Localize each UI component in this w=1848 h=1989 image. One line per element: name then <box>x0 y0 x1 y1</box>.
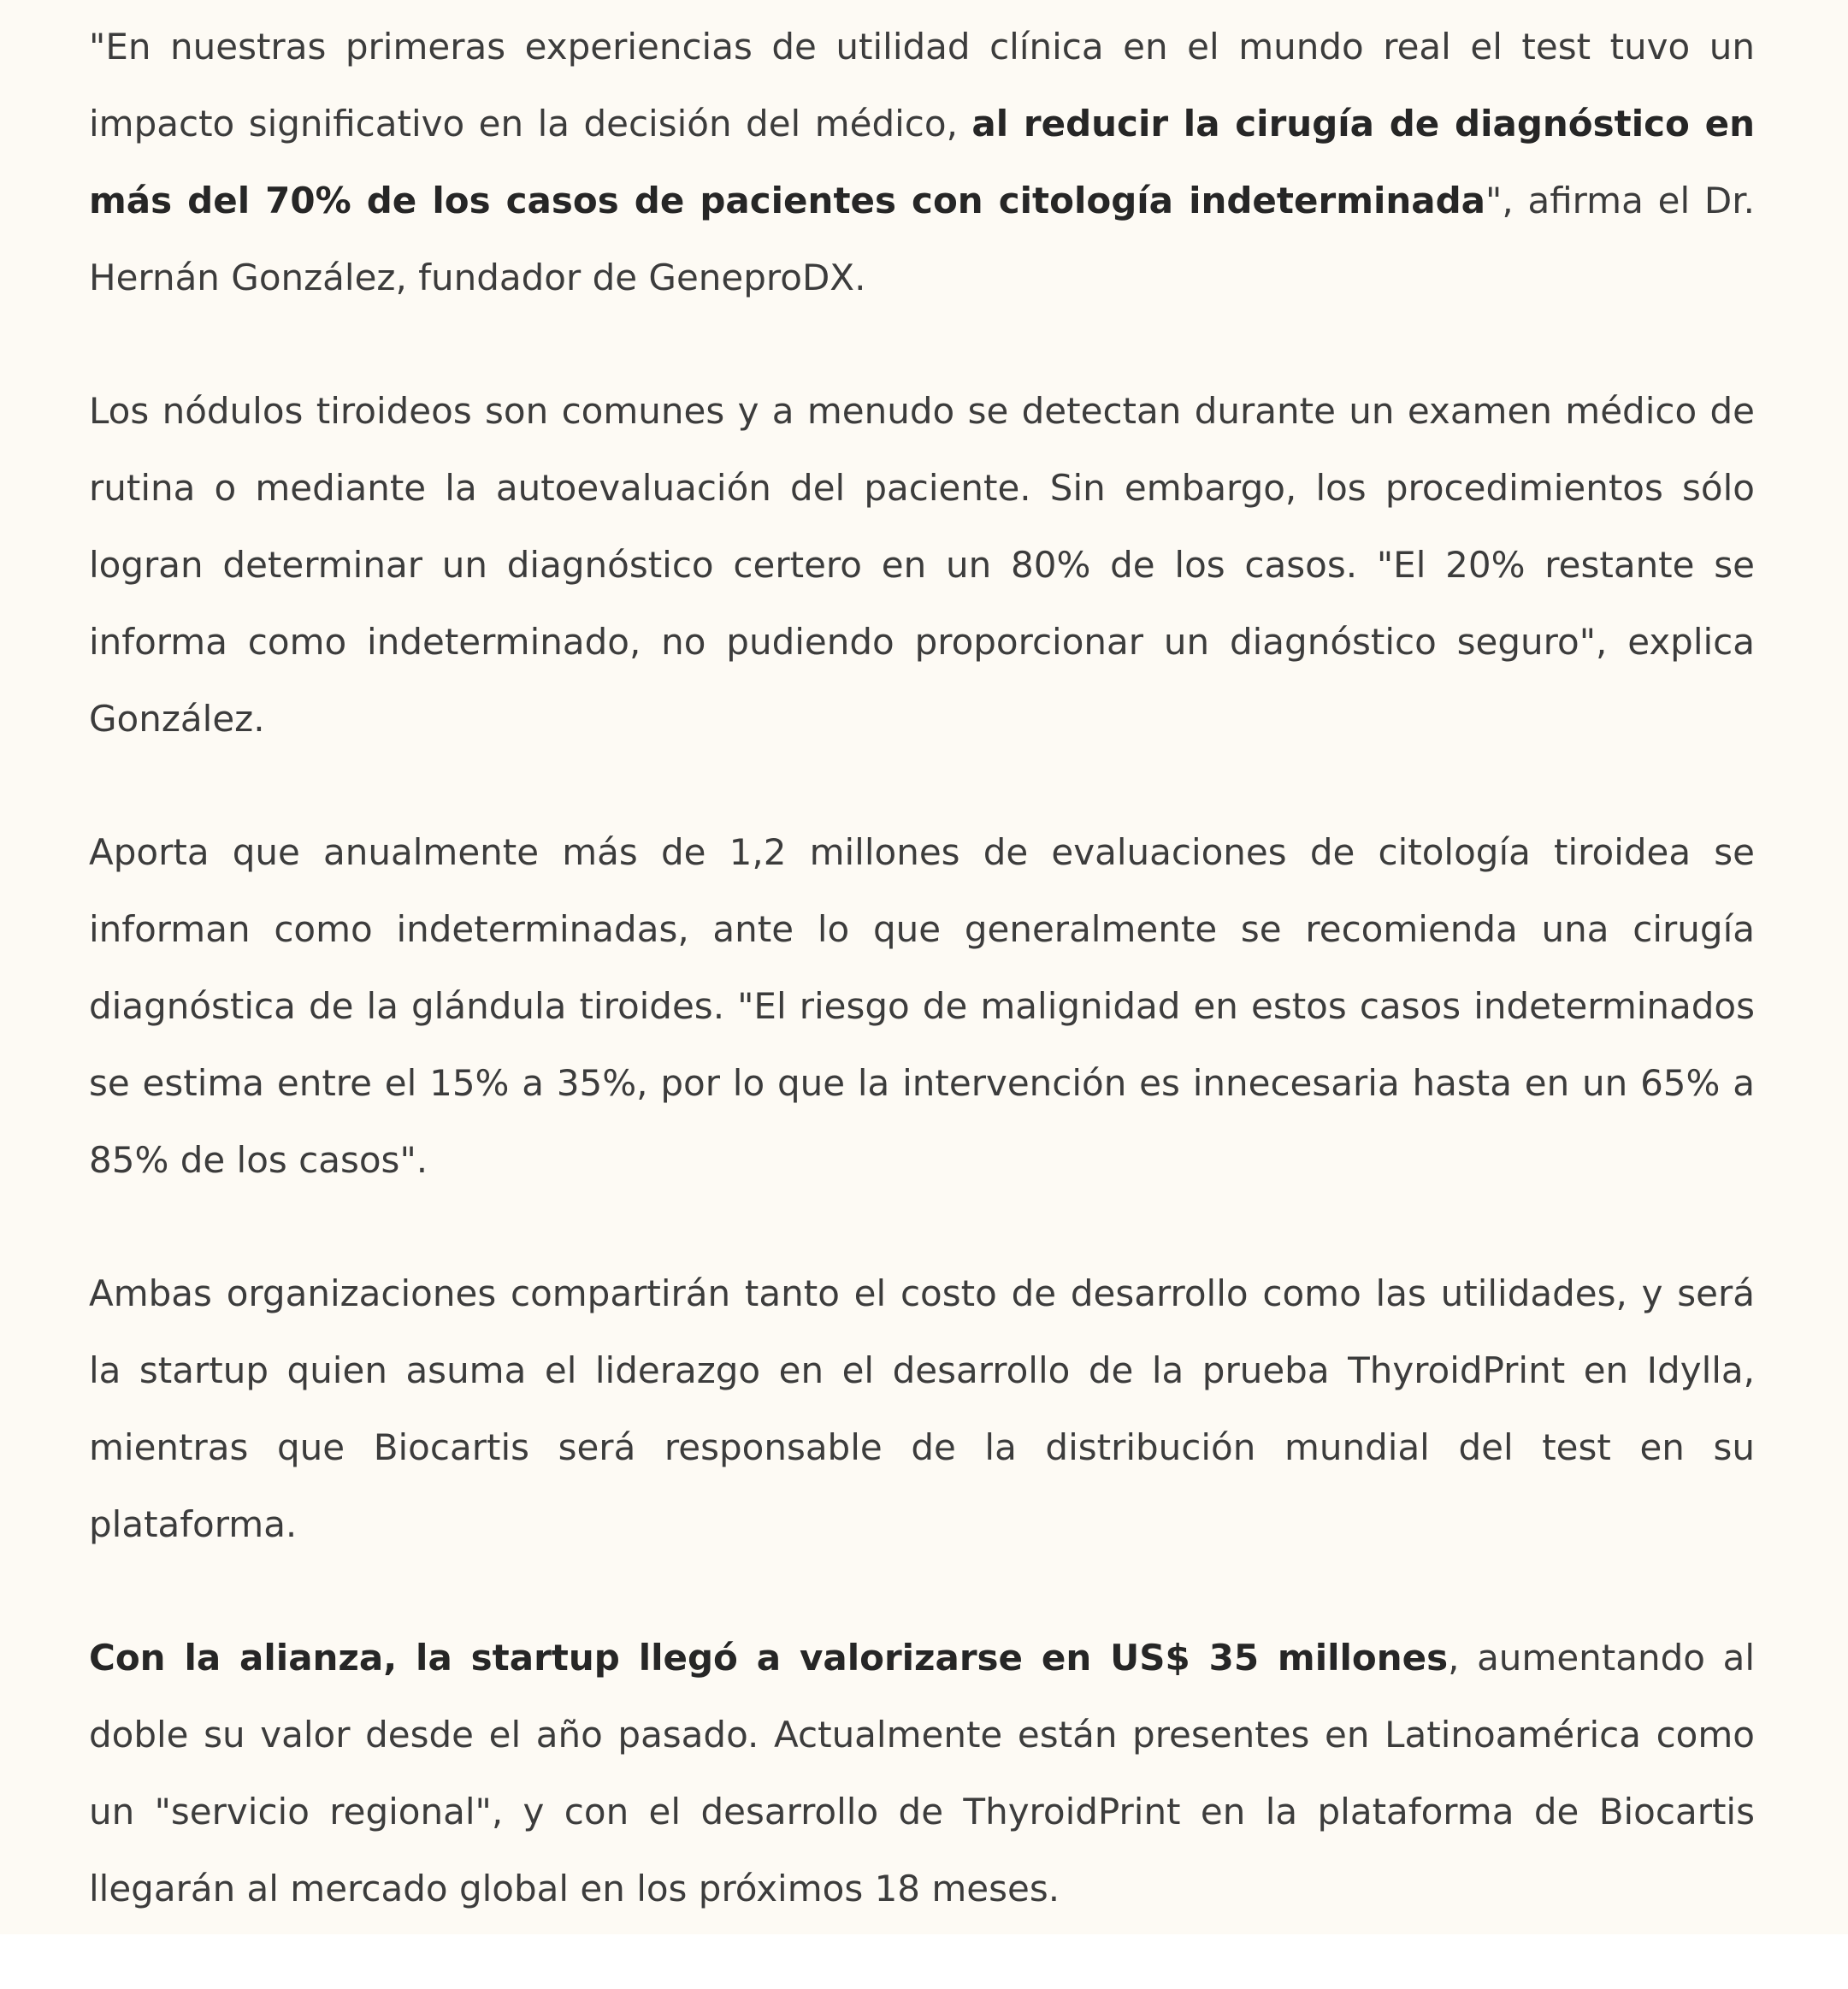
paragraph-text: ", afirma el Dr. Hernán González, fundador de GeneproDX. <box>89 180 1755 298</box>
paragraph-annual-evaluations <box>89 814 1755 1199</box>
paragraph-text: Los nódulos tiroideos son comunes y a menudo se detectan durante un examen médico de rutina o mediante la autoevaluación del paciente. Sin embargo, los procedimientos sólo logran determinar un diagnóstico certero en un 80% de los casos. "El 20% restante se informa como indeterminado, no pudiendo proporcionar un diagnóstico seguro", explica González. <box>89 390 1755 740</box>
paragraph-text: Aporta que anualmente más de 1,2 millones de evaluaciones de citología tiroidea se informan como indeterminadas, ante lo que generalmente se recomienda una cirugía diagnóstica de la glándula tiroides. "El riesgo de malignidad en estos casos indeterminados se estima entre el 15% a 35%, por lo que la intervención es innecesaria hasta en un 65% a 85% de los casos". <box>89 831 1755 1181</box>
paragraph-text: Ambas organizaciones compartirán tanto el costo de desarrollo como las utilidades, y será la startup quien asuma el liderazgo en el desarrollo de la prueba ThyroidPrint en Idylla, mientras que Biocartis será responsable de la distribución mundial del test en su plataforma. <box>89 1272 1755 1545</box>
highlight-surgery-reduction: al reducir la cirugía de diagnóstico en más del 70% de los casos de pacientes con citología indeterminada <box>89 103 1756 221</box>
highlight-valuation: Con la alianza, la startup llegó a valorizarse en US$ 35 millones <box>89 1637 1449 1679</box>
paragraph-text: "En nuestras primeras experiencias de utilidad clínica en el mundo real el test tuvo un impacto significativo en la decisión del médico, <box>89 26 1755 145</box>
paragraph-partnership <box>89 1255 1755 1563</box>
article-body <box>89 9 1755 1927</box>
paragraph-quote-gonzalez <box>89 9 1755 316</box>
paragraph-valuation <box>89 1620 1755 1927</box>
paragraph-text: , aumentando al doble su valor desde el año pasado. Actualmente están presentes en Latinoamérica como un "servicio regional", y con el desarrollo de ThyroidPrint en la plataforma de Biocartis llegarán al mercado global en los próximos 18 meses. <box>89 1637 1755 1909</box>
paragraph-thyroid-nodules <box>89 373 1755 758</box>
